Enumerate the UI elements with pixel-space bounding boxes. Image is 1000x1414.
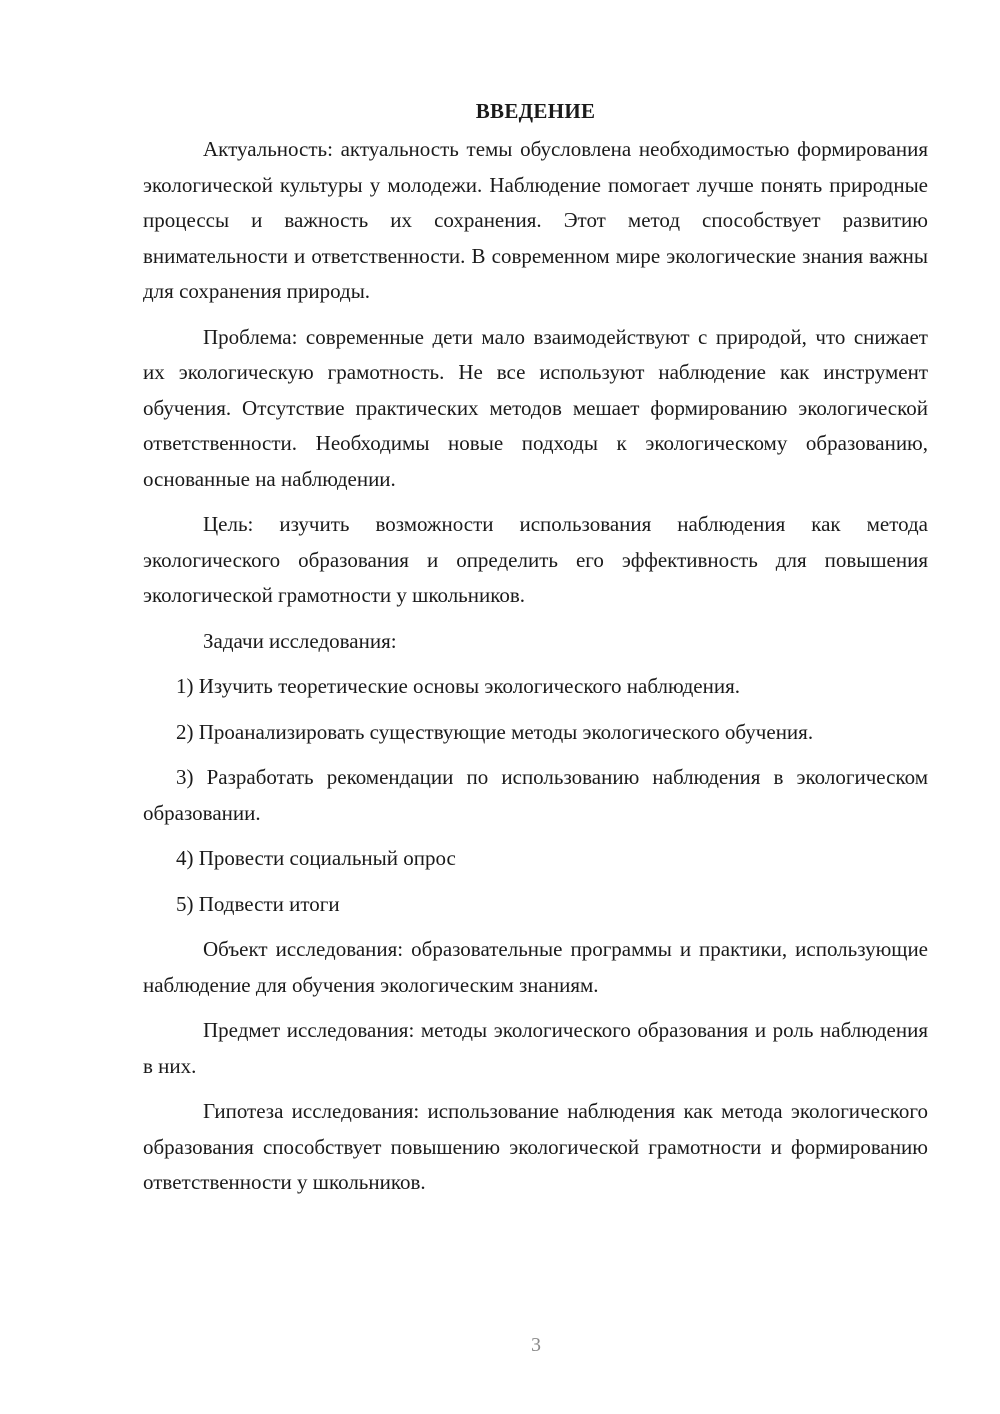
paragraph-hypothesis: Гипотеза исследования: использование наблюдения как метода экологического образования способствует повышению экологической грамотности и формированию ответственности у школьников.	[143, 1099, 928, 1194]
paragraph-relevance: Актуальность: актуальность темы обусловлена необходимостью формирования экологической культуры у молодежи. Наблюдение помогает лучше понять природные процессы и важность их сохранения. Этот метод способствует развитию внимательности и ответственности. В современном мире экологические знания важны для сохранения природы.	[143, 137, 928, 303]
task-item-5: 5) Подвести итоги	[176, 891, 340, 916]
task-item-3: 3) Разработать рекомендации по использованию наблюдения в экологическом образовании.	[143, 765, 928, 825]
task-item-2: 2) Проанализировать существующие методы экологического обучения.	[176, 719, 814, 744]
task-item-1: 1) Изучить теоретические основы экологического наблюдения.	[176, 674, 741, 698]
paragraph-problem: Проблема: современные дети мало взаимодействуют с природой, что снижает их экологическую грамотность. Не все используют наблюдение как инструмент обучения. Отсутствие практических методов мешает формированию экологической ответственности. Необходимы новые подходы к экологическому образованию, основанные на наблюдении.	[143, 324, 928, 491]
page-number: 3	[531, 1334, 541, 1356]
paragraph-tasks-heading: Задачи исследования:	[203, 628, 397, 653]
paragraph-object: Объект исследования: образовательные программы и практики, использующие наблюдение для обучения экологическим знаниям.	[143, 937, 928, 997]
paragraph-goal: Цель: изучить возможности использования наблюдения как метода экологического образования и определить его эффективность для повышения экологической грамотности у школьников.	[143, 512, 928, 607]
document-page	[143, 96, 928, 1201]
task-item-4: 4) Провести социальный опрос	[176, 846, 456, 870]
paragraph-subject: Предмет исследования: методы экологического образования и роль наблюдения в них.	[143, 1018, 928, 1078]
section-title: ВВЕДЕНИЕ	[475, 99, 596, 123]
